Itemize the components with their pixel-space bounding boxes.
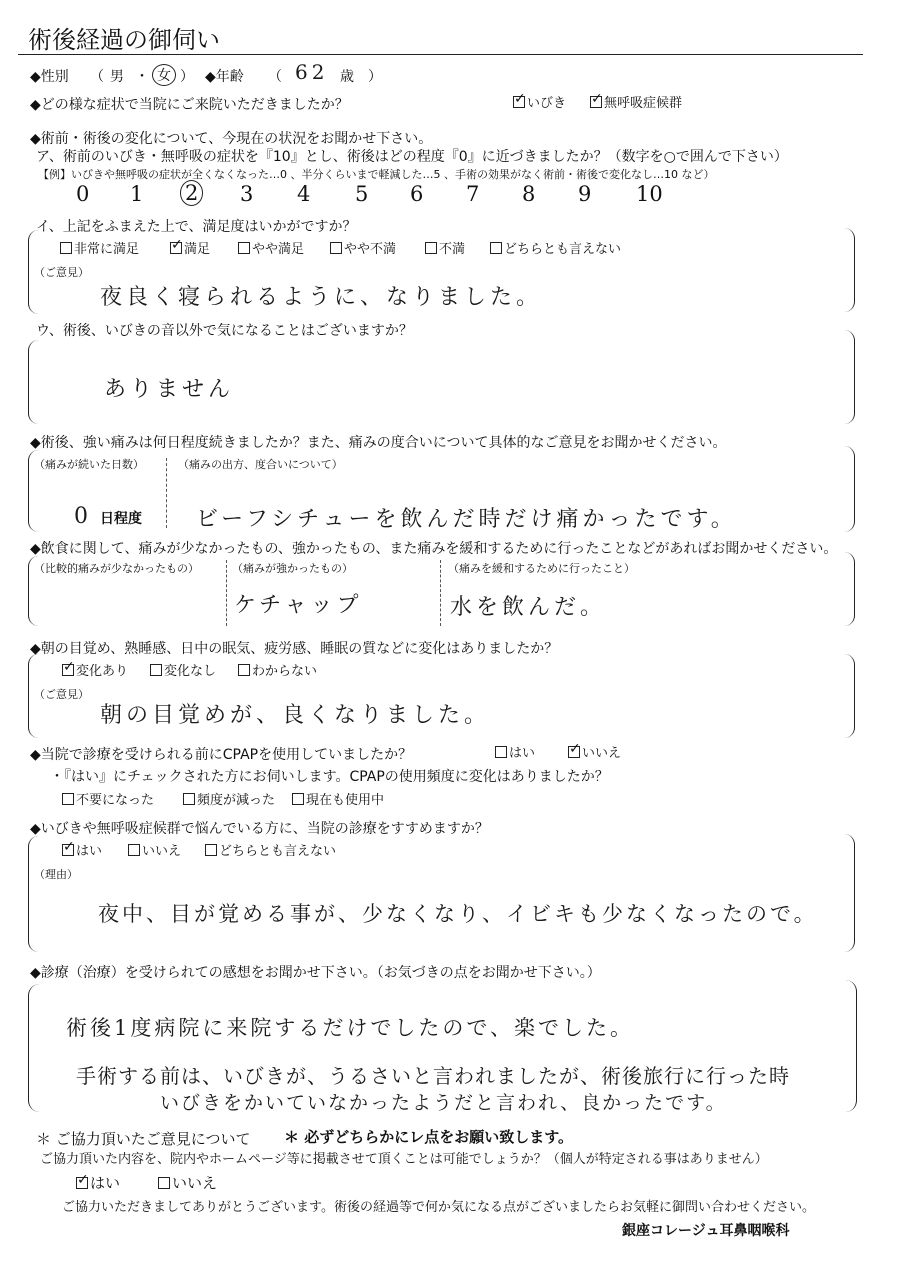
scale-5[interactable]: 5 <box>355 182 369 206</box>
age-close: ） <box>368 69 382 85</box>
checkbox-icon <box>150 664 162 676</box>
checkbox-icon <box>238 664 250 676</box>
age-open: （ <box>268 69 282 85</box>
food-col3-label: （痛みを緩和するために行ったこと） <box>448 562 635 575</box>
gender-open: （ <box>90 69 104 85</box>
consent-no[interactable]: いいえ <box>158 1172 217 1193</box>
food-col2-value[interactable]: ケチャップ <box>234 593 363 618</box>
satisfaction-option-4[interactable]: やや不満 <box>330 238 396 257</box>
consent-yes[interactable]: ✓はい <box>76 1172 120 1193</box>
scale-9[interactable]: 9 <box>578 182 592 206</box>
pain-days-unit: 日程度 <box>100 511 142 527</box>
footer-thanks: ご協力いただきましてありがとうございます。術後の経過等で何か気になる点がございましたらお気軽に御問い合わせください。 <box>62 1200 815 1215</box>
consent-instruction: ＊ 必ずどちらかにレ点をお願い致します。 <box>284 1128 574 1146</box>
cpap-sub-option-1[interactable]: 不要になった <box>62 789 154 808</box>
title-underline <box>18 54 863 55</box>
satisfaction-option-3[interactable]: やや満足 <box>238 238 304 257</box>
scale-4[interactable]: 4 <box>297 182 311 206</box>
checkbox-icon <box>495 746 507 758</box>
change-example: 【例】いびきや無呼吸の症状が全くなくなった…0 、半分くらいまで軽減した…5 、手術の効果がなく術前・術後で変化なし…10 など） <box>38 168 715 181</box>
morning-comment[interactable]: 朝の目覚めが、良くなりました。 <box>100 703 491 728</box>
recommend-reason[interactable]: 夜中、目が覚める事が、少なくなり、イビキも少なくなったので。 <box>98 902 818 926</box>
satisfaction-comment-label: （ご意見） <box>34 266 89 279</box>
recommend-reason-label: （理由） <box>34 868 78 881</box>
impression-line-3[interactable]: いびきをかいていなかったようだと言われ、良かったです。 <box>160 1092 727 1114</box>
cpap-sub-question: ・『はい』にチェックされた方にお伺いします。CPAPの使用頻度に変化はありましたか？ <box>50 769 609 785</box>
bracket-right <box>834 980 857 1112</box>
bracket-right <box>834 330 855 424</box>
satisfaction-option-2[interactable]: ✓ 満足 <box>170 238 210 257</box>
recommend-option-2[interactable]: いいえ <box>128 840 181 859</box>
cpap-sub-option-3[interactable]: 現在も使用中 <box>292 789 384 808</box>
scale-0[interactable]: 0 <box>76 182 90 206</box>
checkbox-icon <box>60 242 72 254</box>
checkbox-checked-icon <box>76 1177 88 1189</box>
bracket-left <box>28 340 49 424</box>
cpap-sub-option-2[interactable]: 頻度が減った <box>183 789 275 808</box>
checkbox-checked-icon <box>62 844 74 856</box>
bracket-right <box>834 552 855 626</box>
satisfaction-option-6[interactable]: どちらとも言えない <box>490 238 621 257</box>
morning-option-3[interactable]: わからない <box>238 660 317 679</box>
recommend-option-3[interactable]: どちらとも言えない <box>205 840 336 859</box>
age-label: ◆年齢 <box>205 69 244 85</box>
checkbox-icon <box>425 242 437 254</box>
checkbox-checked-icon <box>513 96 525 108</box>
bracket-left <box>28 836 49 952</box>
pain-divider <box>166 458 167 528</box>
scale-10[interactable]: 10 <box>636 182 663 206</box>
other-answer[interactable]: ありません <box>104 377 235 402</box>
food-divider-2 <box>440 560 441 626</box>
checkbox-icon <box>158 1177 170 1189</box>
cpap-no[interactable]: ✓ いいえ <box>568 742 621 761</box>
impression-line-1[interactable]: 術後1度病院に来院するだけでしたので、楽でした。 <box>66 1016 634 1040</box>
checkbox-icon <box>183 793 195 805</box>
satisfaction-option-1[interactable]: 非常に満足 <box>60 238 139 257</box>
gender-female-circled: 女 <box>152 64 176 86</box>
cpap-question: ◆当院で診療を受けられる前にCPAPを使用していましたか？ <box>30 747 413 763</box>
bracket-right <box>834 446 855 532</box>
food-col2-label: （痛みが強かったもの） <box>232 562 353 575</box>
checkbox-checked-icon <box>170 242 182 254</box>
pain-detail-label: （痛みの出方、度合いについて） <box>178 458 343 471</box>
pain-detail[interactable]: ビーフシチューを飲んだ時だけ痛かったです。 <box>196 507 737 532</box>
bracket-right <box>834 654 855 738</box>
scale-1[interactable]: 1 <box>130 182 144 206</box>
other-question: ウ、術後、いびきの音以外で気になることはございますか？ <box>36 323 413 339</box>
gender-female[interactable] <box>152 64 176 86</box>
page-title: 術後経過の御伺い <box>28 26 220 54</box>
food-col3-value[interactable]: 水を飲んだ。 <box>450 595 607 620</box>
morning-comment-label: （ご意見） <box>34 688 89 701</box>
checkbox-icon <box>205 844 217 856</box>
symptom-option-apnea[interactable]: ✓ 無呼吸症候群 <box>590 92 682 111</box>
bracket-left <box>28 984 51 1112</box>
recommend-question: ◆いびきや無呼吸症候群で悩んでいる方に、当院の診療をすすめますか？ <box>30 821 489 837</box>
bracket-right <box>834 228 855 312</box>
symptom-option-snoring[interactable]: ✓ いびき <box>513 92 566 111</box>
footer-clinic-name: 銀座コレージュ耳鼻咽喉科 <box>622 1223 790 1239</box>
scale-8[interactable]: 8 <box>522 182 536 206</box>
cpap-yes[interactable]: はい <box>495 742 535 761</box>
satisfaction-comment[interactable]: 夜良く寝られるように、なりました。 <box>100 285 543 310</box>
pain-days-value[interactable]: 0 <box>74 504 92 529</box>
checkbox-checked-icon <box>590 96 602 108</box>
gender-label: ◆性別 <box>30 69 69 85</box>
impression-question: ◆診療（治療）を受けられての感想をお聞かせ下さい。（お気づきの点をお聞かせ下さい。） <box>30 965 601 981</box>
gender-dot: ・ <box>135 69 149 85</box>
pain-days-label: （痛みが続いた日数） <box>34 458 144 471</box>
gender-close: ） <box>180 69 194 85</box>
checkbox-checked-icon <box>62 664 74 676</box>
checkbox-icon <box>238 242 250 254</box>
checkbox-checked-icon <box>568 746 580 758</box>
gender-male[interactable]: 男 <box>110 69 124 85</box>
checkbox-icon <box>292 793 304 805</box>
consent-question: ご協力頂いた内容を、院内やホームページ等に掲載させて頂くことは可能でしょうか？（個人が特定される事はありません） <box>40 1152 768 1167</box>
satisfaction-question: イ、上記をふまえた上で、満足度はいかがですか？ <box>36 219 357 235</box>
morning-option-1[interactable]: ✓変化あり <box>62 660 128 679</box>
checkbox-icon <box>490 242 502 254</box>
food-divider-1 <box>226 560 227 626</box>
checkbox-icon <box>128 844 140 856</box>
checkbox-icon <box>62 793 74 805</box>
bracket-right <box>834 834 855 952</box>
food-col1-label: （比較的痛みが少なかったもの） <box>34 562 199 575</box>
scale-2-selected[interactable]: 2 <box>180 180 203 206</box>
checkbox-icon <box>330 242 342 254</box>
change-heading: ◆術前・術後の変化について、今現在の状況をお聞かせ下さい。 <box>30 131 433 147</box>
recommend-option-1[interactable]: ✓はい <box>62 840 102 859</box>
scale-3[interactable]: 3 <box>240 182 254 206</box>
morning-question: ◆朝の目覚め、熟睡感、日中の眠気、疲労感、睡眠の質などに変化はありましたか？ <box>30 641 559 657</box>
scale-7[interactable]: 7 <box>466 182 480 206</box>
consent-heading: ＊ ご協力頂いたご意見について <box>36 1130 251 1148</box>
impression-line-2[interactable]: 手術する前は、いびきが、うるさいと言われましたが、術後旅行に行った時 <box>76 1064 790 1088</box>
change-question-a: ア、術前のいびき・無呼吸の症状を『10』とし、術後はどの程度『0』に近づきましたか？（数字を○で囲んで下さい） <box>36 149 788 165</box>
morning-option-2[interactable]: 変化なし <box>150 660 216 679</box>
pain-question: ◆術後、強い痛みは何日程度続きましたか？また、痛みの度合いについて具体的なご意見をお聞かせください。 <box>30 435 727 451</box>
age-value[interactable]: 62 <box>295 60 329 84</box>
food-question: ◆飲食に関して、痛みが少なかったもの、強かったもの、また痛みを緩和するために行ったことなどがあればお聞かせください。 <box>30 541 838 557</box>
symptom-question: ◆どの様な症状で当院にご来院いただきましたか？ <box>30 97 349 113</box>
age-unit: 歳 <box>340 69 354 85</box>
satisfaction-option-5[interactable]: 不満 <box>425 238 465 257</box>
scale-6[interactable]: 6 <box>410 182 424 206</box>
